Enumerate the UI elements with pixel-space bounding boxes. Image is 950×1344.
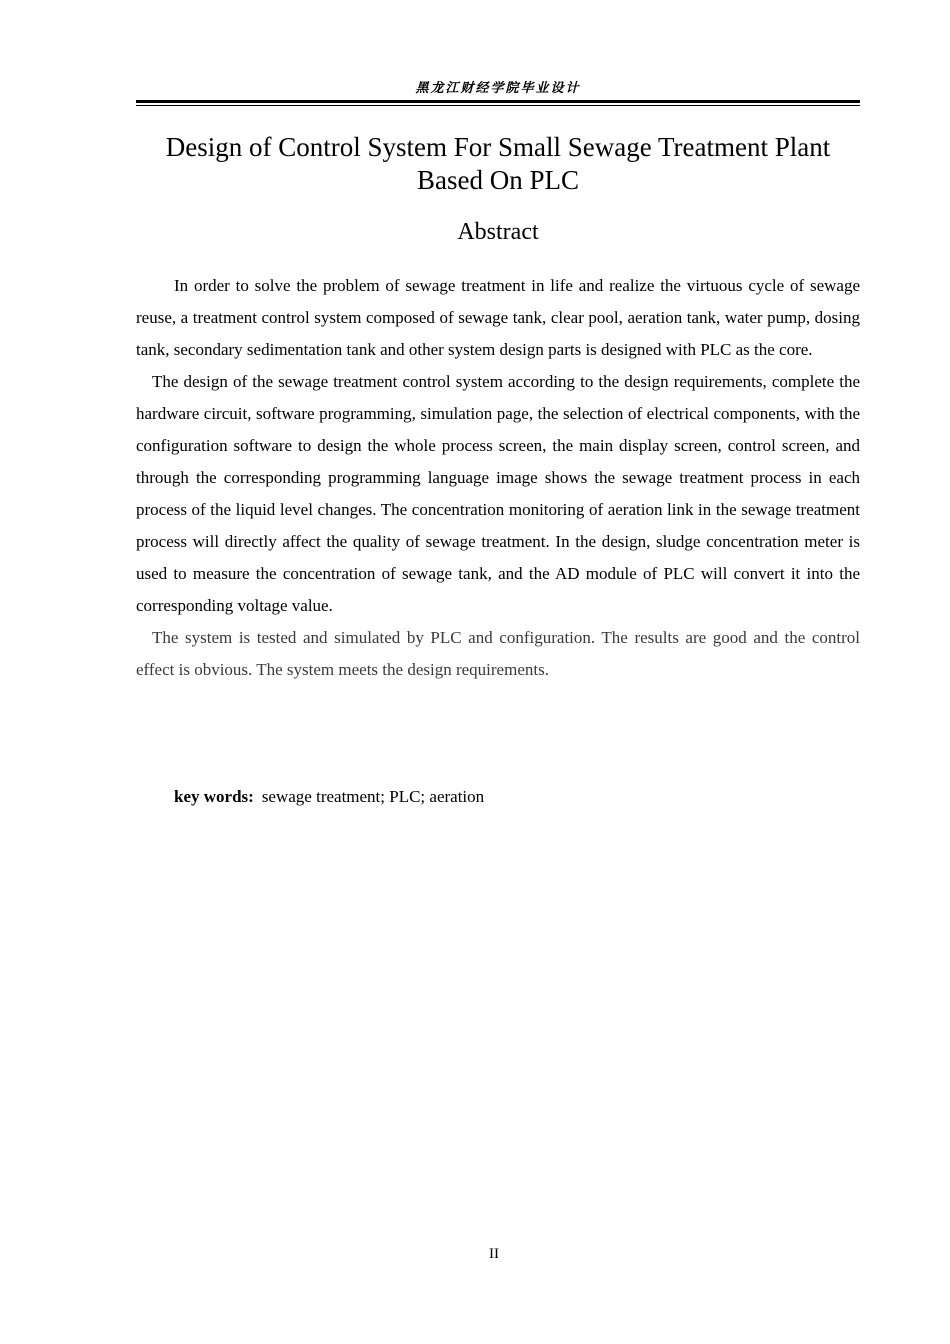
abstract-paragraph-1: In order to solve the problem of sewage treatment in life and realize the virtuous cycle of sewage reuse, a treatment control system composed of sewage tank, clear pool, aeration tank, water pump, dosing tank, secondary sedimentation tank and other system design parts is designed with PLC as the core. [136, 276, 860, 359]
section-heading-abstract: Abstract [457, 219, 539, 245]
header-rule-thick [136, 100, 860, 103]
keywords-value: sewage treatment; PLC; aeration [261, 787, 485, 806]
page-title [136, 131, 860, 197]
header-rule-thin [136, 105, 860, 106]
abstract-body [136, 270, 860, 686]
running-header: 黑龙江财经学院毕业设计 [415, 81, 581, 96]
keywords-label: key words: [174, 787, 254, 806]
abstract-paragraph-3: The system is tested and simulated by PLC and configuration. The results are good and the control effect is obvious. The system meets the design requirements. [136, 628, 860, 679]
title-line-1: Design of Control System For Small Sewage Treatment Plant [165, 132, 831, 162]
abstract-paragraph-2: The design of the sewage treatment control system according to the design requirements, complete the hardware circuit, software programming, simulation page, the selection of electrical components, with the configuration software to design the whole process screen, the main display screen, control screen, and through the corresponding programming language image shows the sewage treatment process in each process of the liquid level changes. The concentration monitoring of aeration link in the sewage treatment process will directly affect the quality of sewage treatment. In the design, sludge concentration meter is used to measure the concentration of sewage tank, and the AD module of PLC will convert it into the corresponding voltage value. [136, 372, 860, 615]
page-number: II [489, 1246, 499, 1262]
keywords-line [174, 782, 860, 812]
title-line-2: Based On PLC [417, 165, 579, 195]
